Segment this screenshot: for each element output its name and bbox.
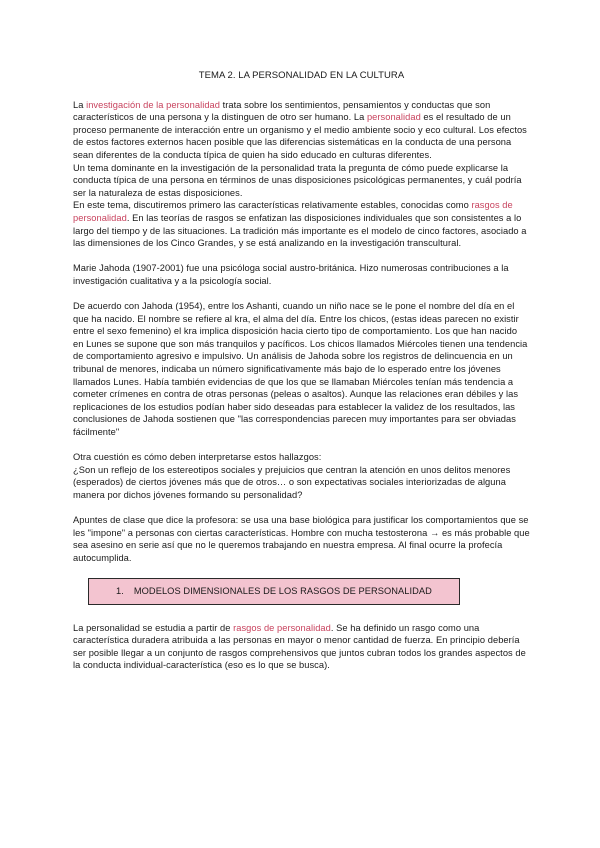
text-run: trata sobre los sentimientos, pensamientos y conductas que son característicos de una persona y la distinguen de otro ser humano. La [73, 99, 491, 123]
section-heading [88, 578, 460, 605]
paragraph-class-notes: Apuntes de clase que dice la profesora: se usa una base biológica para justificar los comportamientos que se les "impone" a personas con ciertas características. Hombre con mucha testosterona → es más probable que sea asesino en serie así que no le queremos trabajando en nuestra empresa. Al final ocurre la profecía autocumplida. [73, 515, 530, 563]
text-run: . En las teorías de rasgos se enfatizan las disposiciones individuales que son consistentes a lo largo del tiempo y de las situaciones. La tradición más importante es el modelo de cinco factores, asociado a las dimensiones de los Cinco Grandes, y se está analizando en la investigación transcultural. [73, 212, 527, 249]
highlight-term: rasgos de personalidad [233, 622, 331, 633]
paragraph-question-intro: Otra cuestión es cómo deben interpretarse estos hallazgos: [73, 452, 322, 463]
text-run: La personalidad se estudia a partir de [73, 622, 234, 633]
paragraph-intro [73, 99, 530, 162]
paragraph-dominant-theme: Un tema dominante en la investigación de la personalidad trata la pregunta de cómo puede explicarse la conducta típica de una persona en términos de unas disposiciones psicológicas permanentes, y cuál podría ser la naturaleza de estas disposiciones. [73, 162, 522, 198]
highlight-term: rasgos de personalidad [73, 200, 513, 223]
section-title: MODELOS DIMENSIONALES DE LOS RASGOS DE PERSONALIDAD [133, 585, 432, 596]
text-run: es el resultado de un proceso permanente de interacción entre un organismo y el medio ambiente socio y eco cultural. Los efectos de estos factores externos hacen posible que las diferencias sistemáticas en la conducta de una persona sean diferentes de la conducta típica de quien ha sido educado en culturas diferentes. [73, 112, 527, 160]
highlight-term: investigación de la personalidad [86, 99, 220, 110]
paragraph-jahoda-bio: Marie Jahoda (1907-2001) fue una psicóloga social austro-británica. Hizo numerosas contribuciones a la investigación cualitativa y a la psicología social. [73, 263, 509, 286]
highlight-term: personalidad [366, 112, 421, 123]
text-run: La [73, 99, 87, 110]
text-run: . Se ha definido un rasgo como una característica duradera atribuida a las personas en mayor o menor cantidad de fuerza. En principio debería ser posible llegar a un conjunto de rasgos comprehensivos que juntos cubran todos los grandes aspectos de la conducta individual-característica (eso es lo que se busca). [73, 622, 526, 671]
text-run: En este tema, discutiremos primero las características relativamente estables, conocidas como [73, 200, 472, 211]
paragraph-trait-definition [73, 622, 530, 672]
paragraph-question: ¿Son un reflejo de los estereotipos sociales y prejuicios que centran la atención en unos delitos menores (esperados) de ciertos jóvenes más que de otros… o son expectativas sociales interiorizadas de alguna manera por dichos jóvenes formando su personalidad? [73, 464, 511, 500]
section-number: 1. [116, 585, 124, 596]
paragraph-ashanti: De acuerdo con Jahoda (1954), entre los Ashanti, cuando un niño nace se le pone el nombre del día en el que ha nacido. El nombre se refiere al kra, el alma del día. Entre los chicos, (estas ideas parecen no existir entre el sexo femenino) el kra implica disposición hacia cierto tipo de comportamiento. Los que han nacido en Lunes se supone que son más tranquilos y pacíficos. Los chicos llamados Miércoles tienen una tendencia de comportamiento agresivo e impulsivo. Un análisis de Jahoda sobre los registros de delincuencia en un tribunal de menores, indicaba un número significativamente más bajo de lo esperado entre los jóvenes llamados Lunes. Había también evidencias de que los que se llamaban Miércoles tenían más tendencia a cometer crímenes en contra de otras personas (peleas o asaltos). Aunque las relaciones eran débiles y las replicaciones de los estudios podían haber sido deseadas para establecer la validez de los resultados, las conclusiones de Jahoda sostienen que "las correspondencias parecen muy importantes para ser obviadas fácilmente" [73, 301, 528, 438]
paragraph-traits [73, 199, 530, 249]
document-title: TEMA 2. LA PERSONALIDAD EN LA CULTURA [198, 70, 405, 81]
